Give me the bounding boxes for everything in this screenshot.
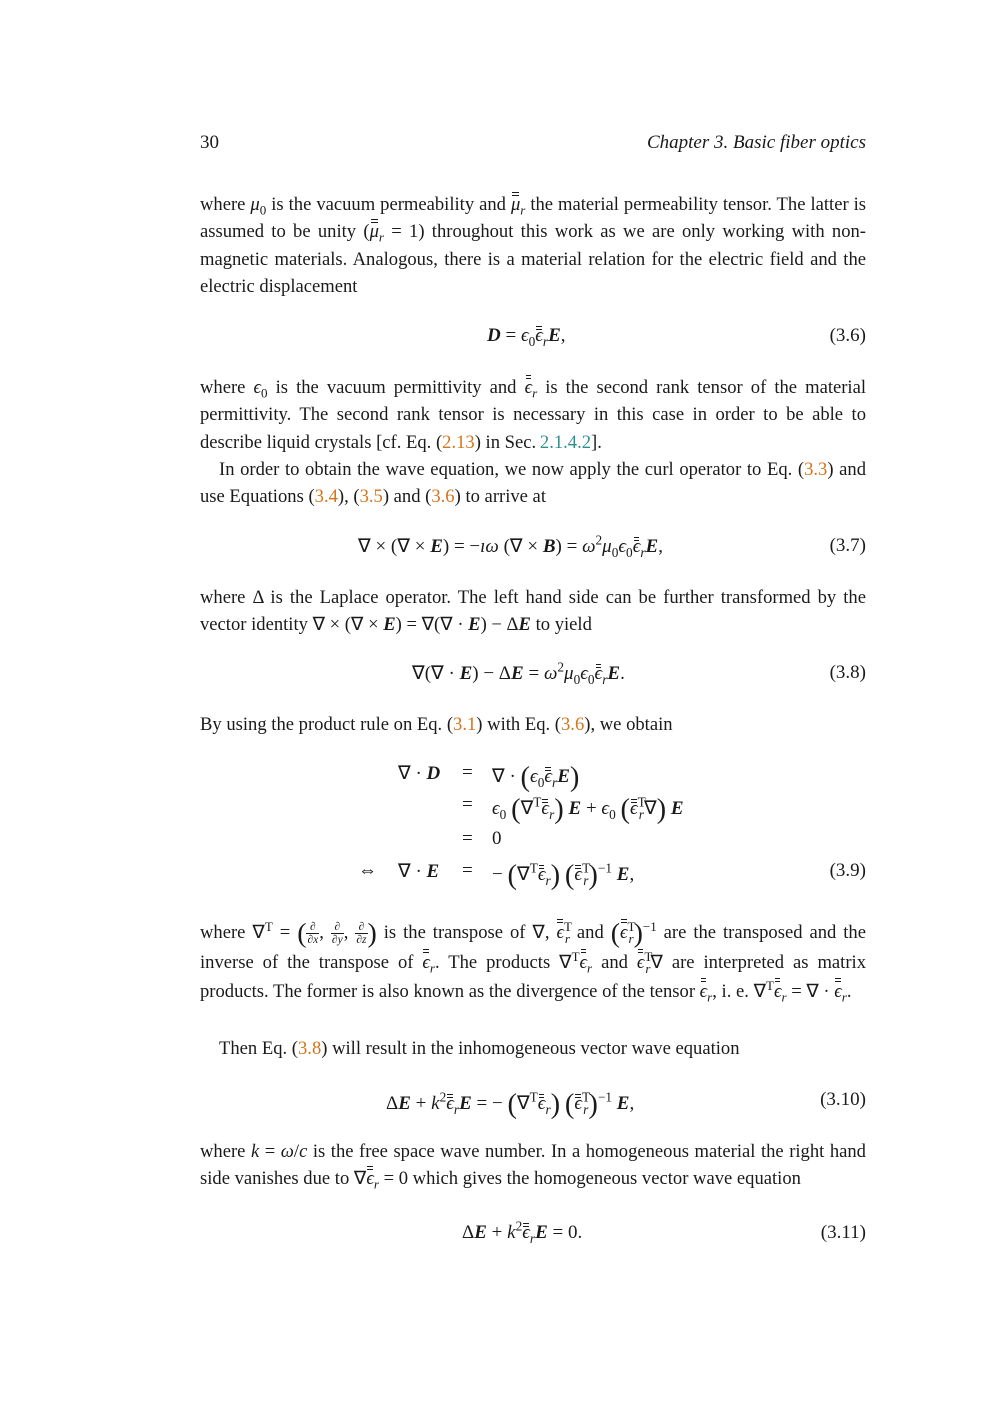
- ref-eq-3-6[interactable]: 3.6: [561, 714, 585, 735]
- paragraph-transpose: where ∇$^T$ = ( $\frac{\partial}{\partial x}$ , $\frac{\partial}{\partial y}$ , $\frac{\partial}{\partial z}$ ) is the transpose of ∇, $\epsilon^T_r$ and $(\epsilon^T_r)^{-1}$ are the transposed and the inverse of the transpose of $\epsilon_r$. The products $\nabla^T\epsilon_r$ and $\epsilon^T_r\nabla$ are interpreted as matrix products. The former is also known as the divergence of the tensor $\epsilon_r$, i. e. $\nabla^T\epsilon_r$ = ∇ · $\epsilon_r$.: [200, 918, 866, 1005]
- equation-number: (3.7): [829, 535, 866, 556]
- paragraph-wave-equation-intro: In order to obtain the wave equation, we now apply the curl operator to Eq. (3.3) and use Equations (3.4), (3.5) and (3.6) to arrive at: [200, 459, 867, 508]
- ref-eq-3-4[interactable]: 3.4: [314, 486, 338, 508]
- paragraph-inhomogeneous: Then Eq. (3.8) will result in the inhomogeneous vector wave equation: [219, 1038, 740, 1059]
- paragraph-permeability: where $\mu_0$ is the vacuum permeability and $\mu_r$ the material permeability tensor. The latter is assumed to be unity $(\mu_r = 1)$ throughout this work as we are only working with non-magnetic materials. Analogous, there is a material relation for the electric field and the electric displacement: [200, 191, 866, 301]
- ref-eq-2-13[interactable]: 2.13: [442, 431, 475, 453]
- equation-3-11: $\Delta E + k^2\epsilon_rE = 0$. (3.11): [462, 1218, 866, 1246]
- equation-number: (3.10): [820, 1089, 866, 1110]
- equation-number: (3.6): [829, 325, 866, 346]
- equation-3-7: ∇ × (∇ × E) = −ıω (∇ × $B) = \omega^2\mu_0\epsilon_0\epsilon_rE$, (3.7): [358, 532, 866, 560]
- page: 30 Chapter 3. Basic fiber optics where $\mu_0$ is the vacuum permeability and $\mu_r$ the material permeability tensor. The latter is assumed to be unity $(\mu_r = 1)$ throughout this work as we are only working with non-magnetic materials. Analogous, there is a material relation for the electric field and the electric displacement $D = \epsilon_0\epsilon_rE$, (3.6) where $\epsilon_0$ is the vacuum permittivity and $\epsilon_r$ is the second rank tensor of the material permittivity. The second rank tensor is necessary in this case in order to be able to describe liquid crystals [cf. Eq. (2.13) in Sec. 2.1.4.2]. In order to obtain the wave equation, we now apply the curl operator to Eq. (3.3) and use Equations (3.4), (3.5) and (3.6) to arrive at ∇ × (∇ × E) = −ıω (∇ × $B) = \omega^2\mu_0\epsilon_0\epsilon_rE$, (3.7) where Δ is the Laplace operator. The left hand side can be further transformed by the vector identity ∇ × (∇ × E) = ∇(∇ · E) − ΔE to yield ∇(∇ · $E) - \Delta E = \omega^2\mu_0\epsilon_0\epsilon_rE$. (3.8) By using the product rule on Eq. (3.1) with Eq. (3.6), we obtain ∇ · D = ∇ · $(\epsilon_0\epsilon_rE)$ = $\epsilon_0$ $(\nabla^T\epsilon_r) E + \epsilon_0$ $(\epsilon^T_r\nabla)$ E = 0 ⇔ ∇ · E = − $(\nabla^T\epsilon_r)$ $(\epsilon^T_r)^{-1}$ E, (3.9) where ∇$^T$ = ( $\frac{\partial}{\partial x}$ , $\frac{\partial}{\partial y}$ , $\frac{\partial}{\partial z}$ ) is the transpose of ∇, $\epsilon^T_r$ and $(\epsilon^T_r)^{-1}$ are the transposed and the inverse of the transpose of $\epsilon_r$. The products $\nabla^T\epsilon_r$ and $\epsilon^T_r\nabla$ are interpreted as matrix products. The former is also known as the divergence of the tensor $\epsilon_r$, i. e. $\nabla^T\epsilon_r$ = ∇ · $\epsilon_r$. Then Eq. (3.8) will result in the inhomogeneous vector wave equation $\Delta E + k^2\epsilon_rE$ = − $(\nabla^T\epsilon_r)$ $(\epsilon^T_r)^{-1}$ E, (3.10) where k = ω/c is the free space wave number. In a homogeneous material the right hand side vanishes due to $\nabla\epsilon_r = 0$ which gives the homogeneous vector wave equation $\Delta E + k^2\epsilon_rE = 0$. (3.11): [0, 0, 1000, 1414]
- ref-eq-3-8[interactable]: 3.8: [298, 1038, 322, 1059]
- paragraph-laplace: where Δ is the Laplace operator. The left hand side can be further transformed by the vector identity ∇ × (∇ × E) = ∇(∇ · E) − ΔE to yield: [200, 587, 866, 636]
- ref-eq-3-5[interactable]: 3.5: [359, 486, 383, 508]
- ref-eq-3-3[interactable]: 3.3: [804, 459, 828, 480]
- paragraph-homogeneous: where k = ω/c is the free space wave number. In a homogeneous material the right hand side vanishes due to $\nabla\epsilon_r = 0$ which gives the homogeneous vector wave equation: [200, 1141, 866, 1193]
- ref-sec-2-1-4-2[interactable]: 2.1.4.2: [539, 431, 592, 453]
- chapter-title: Chapter 3. Basic fiber optics: [646, 132, 866, 153]
- equation-3-10: $\Delta E + k^2\epsilon_rE$ = − $(\nabla^T\epsilon_r)$ $(\epsilon^T_r)^{-1}$ E, (3.10): [386, 1089, 866, 1120]
- equation-number: (3.9): [829, 860, 866, 881]
- equation-number: (3.11): [820, 1222, 866, 1243]
- ref-eq-3-1[interactable]: 3.1: [453, 714, 477, 735]
- paragraph-product-rule: By using the product rule on Eq. (3.1) with Eq. (3.6), we obtain: [200, 714, 673, 735]
- paragraph-permittivity: where $\epsilon_0$ is the vacuum permittivity and $\epsilon_r$ is the second rank tensor of the material permittivity. The second rank tensor is necessary in this case in order to be able to describe liquid crystals [cf. Eq. (2.13) in Sec. 2.1.4.2].: [200, 374, 866, 456]
- equation-3-6: $D = \epsilon_0\epsilon_rE$, (3.6): [487, 325, 866, 349]
- equation-number: (3.8): [829, 662, 866, 683]
- running-header: [200, 132, 866, 156]
- page-number: 30: [200, 132, 219, 153]
- ref-eq-3-6[interactable]: 3.6: [431, 486, 455, 508]
- equation-3-8: ∇(∇ · $E) - \Delta E = \omega^2\mu_0\epsilon_0\epsilon_rE$. (3.8): [412, 659, 866, 687]
